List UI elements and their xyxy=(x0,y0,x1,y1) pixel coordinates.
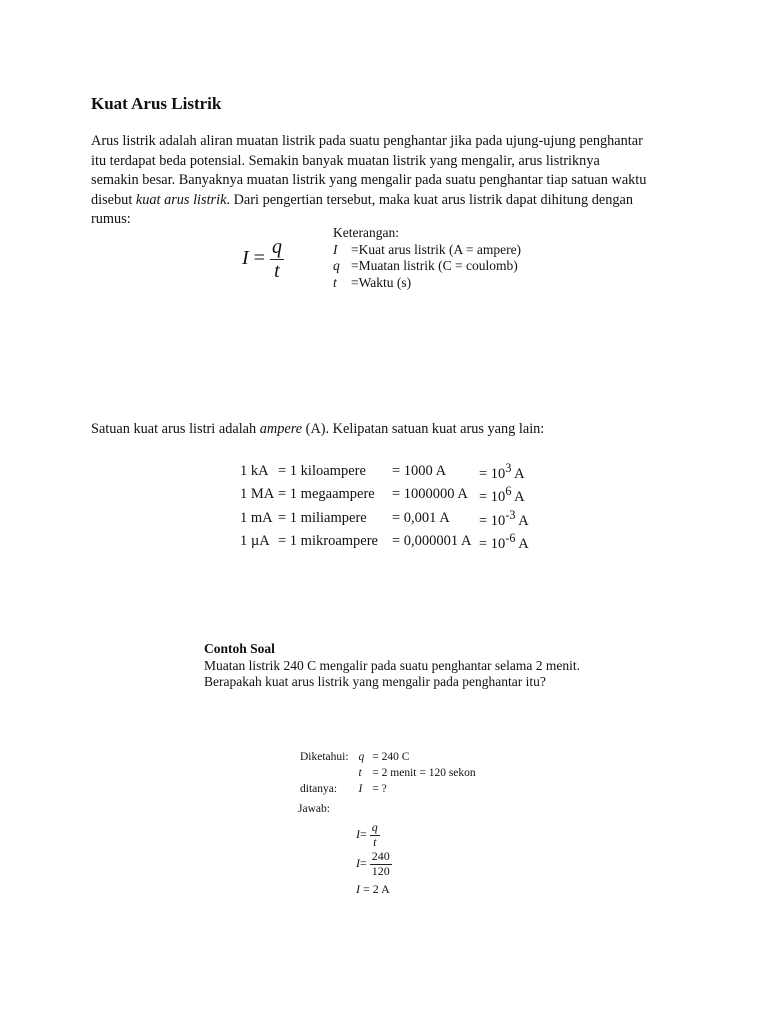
unit-power-base: = 10 xyxy=(479,465,506,482)
unit-symbol: 1 kA xyxy=(240,462,269,479)
unit-power-exponent: 6 xyxy=(505,484,512,499)
unit-multiples-table xyxy=(240,460,529,553)
paragraph-line: rumus: xyxy=(91,211,131,227)
keterangan-row xyxy=(333,275,521,292)
diketahui-label: Diketahui: xyxy=(300,751,349,763)
unit-row xyxy=(240,460,529,483)
unit-power xyxy=(479,483,529,506)
solution-step-1 xyxy=(356,821,380,850)
paragraph-line: semakin besar. Banyaknya muatan listrik yang mengalir pada suatu penghantar tiap satuan waktu xyxy=(91,172,647,188)
ditanya-label: ditanya: xyxy=(300,783,338,795)
unit-value: = 1000 A xyxy=(392,462,447,479)
unit-row xyxy=(240,483,529,506)
solution-givens xyxy=(298,748,478,798)
paragraph-line xyxy=(91,191,691,211)
unit-power-unit: A xyxy=(511,489,525,506)
unit-power-exponent: -3 xyxy=(505,507,516,522)
unit-name: = 1 megaampere xyxy=(278,486,375,503)
paragraph-line: itu terdapat beda potensial. Semakin banyak muatan listrik yang mengalir, arus listriknya xyxy=(91,152,600,169)
given-row xyxy=(300,766,476,780)
step-result: = 2 A xyxy=(363,882,390,896)
step-lhs: I xyxy=(356,827,360,842)
keterangan-symbol: q xyxy=(333,258,340,273)
unit-power-unit: A xyxy=(515,512,529,529)
unit-power xyxy=(479,530,529,553)
step-denominator: 120 xyxy=(371,863,390,878)
jawab-label: Jawab: xyxy=(298,803,330,815)
unit-name: = 1 mikroampere xyxy=(278,532,378,549)
unit-symbol: 1 µA xyxy=(240,532,270,549)
keterangan-symbol: t xyxy=(333,274,337,290)
keterangan-legend xyxy=(333,225,521,291)
section-title: Kuat Arus Listrik xyxy=(91,94,222,113)
solution-step-3 xyxy=(356,882,390,897)
asked-row xyxy=(300,782,476,796)
step-lhs: I xyxy=(356,882,360,896)
unit-value: = 1000000 A xyxy=(392,486,468,503)
step-equals: = xyxy=(360,856,367,871)
keterangan-row xyxy=(333,242,521,259)
paragraph-line: Arus listrik adalah aliran muatan listrik pada suatu penghantar jika pada ujung-ujung penghantar xyxy=(91,133,643,149)
keterangan-desc: =Kuat arus listrik (A = ampere) xyxy=(351,241,522,257)
unit-name: = 1 kiloampere xyxy=(278,462,366,479)
given-row xyxy=(300,750,476,764)
unit-symbol: 1 mA xyxy=(240,509,273,526)
solution-step-2 xyxy=(356,850,392,879)
formula-denominator: t xyxy=(274,260,280,282)
unit-power xyxy=(479,460,529,483)
intro-paragraph xyxy=(91,132,691,230)
unit-power-unit: A xyxy=(515,535,529,552)
keterangan-desc: =Waktu (s) xyxy=(351,274,412,290)
unit-name: = 1 miliampere xyxy=(278,509,367,526)
unit-intro-pre: Satuan kuat arus listri adalah xyxy=(91,421,260,437)
step-fraction xyxy=(370,821,380,850)
unit-row xyxy=(240,507,529,530)
unit-row xyxy=(240,530,529,553)
keterangan-row xyxy=(333,258,521,275)
unit-value: = 0,001 A xyxy=(392,509,450,526)
unit-power xyxy=(479,507,529,530)
current-formula xyxy=(242,236,284,283)
given-label-empty xyxy=(300,766,349,780)
step-denominator: t xyxy=(373,834,377,849)
unit-power-unit: A xyxy=(511,465,525,482)
example-heading: Contoh Soal xyxy=(204,641,275,656)
example-problem xyxy=(204,641,580,691)
emphasized-term: kuat arus listrik xyxy=(135,191,227,208)
step-numerator: q xyxy=(371,820,378,834)
unit-power-base: = 10 xyxy=(479,489,506,506)
given-symbol: q xyxy=(358,751,365,763)
unit-power-base: = 10 xyxy=(479,535,506,552)
given-value: = 2 menit = 120 sekon xyxy=(372,767,476,779)
example-line: Berapakah kuat arus listrik yang mengalir pada penghantar itu? xyxy=(204,674,546,689)
step-lhs: I xyxy=(356,856,360,871)
keterangan-desc: =Muatan listrik (C = coulomb) xyxy=(351,258,518,273)
given-symbol: t xyxy=(358,767,362,779)
step-equals: = xyxy=(360,827,367,842)
keterangan-heading: Keterangan: xyxy=(333,225,399,240)
asked-symbol: I xyxy=(358,783,363,795)
unit-power-base: = 10 xyxy=(479,512,506,529)
keterangan-symbol: I xyxy=(333,241,338,257)
step-numerator: 240 xyxy=(371,849,390,863)
unit-symbol: 1 MA xyxy=(240,486,275,503)
asked-value: = ? xyxy=(372,783,387,795)
unit-intro-emphasis: ampere xyxy=(259,421,303,437)
unit-power-exponent: 3 xyxy=(505,461,512,475)
formula-lhs: I xyxy=(242,247,249,270)
example-line: Muatan listrik 240 C mengalir pada suatu penghantar selama 2 menit. xyxy=(204,657,581,673)
unit-power-exponent: -6 xyxy=(505,530,516,545)
paragraph-text: . Dari pengertian tersebut, maka kuat arus listrik dapat dihitung dengan xyxy=(226,191,633,208)
formula-numerator: q xyxy=(271,236,282,258)
formula-equals: = xyxy=(253,247,265,270)
unit-value: = 0,000001 A xyxy=(392,532,472,549)
formula-fraction xyxy=(270,236,284,283)
unit-intro-text xyxy=(91,421,544,438)
step-fraction xyxy=(370,850,392,879)
unit-intro-post: (A). Kelipatan satuan kuat arus yang lain: xyxy=(302,421,545,437)
given-value: = 240 C xyxy=(372,751,410,763)
paragraph-text: disebut xyxy=(91,191,136,208)
